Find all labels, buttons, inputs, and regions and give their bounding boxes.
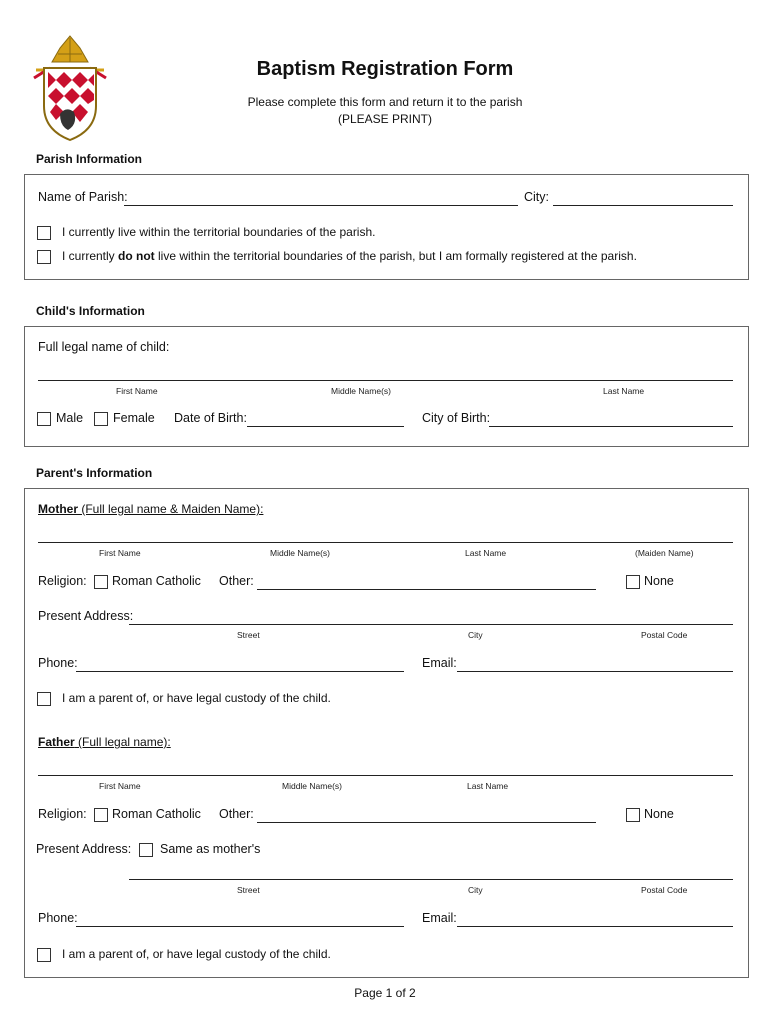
mother-maiden-name-caption: (Maiden Name) — [635, 548, 694, 558]
form-title: Baptism Registration Form — [256, 58, 514, 80]
city-of-birth-label: City of Birth: — [422, 411, 491, 425]
father-religion-label: Religion: — [38, 807, 87, 821]
father-custody-checkbox[interactable] — [37, 948, 51, 962]
same-as-mother-checkbox[interactable] — [139, 843, 153, 857]
form-subtitle: Please complete this form and return it to the parish — [247, 95, 523, 109]
father-other-field[interactable] — [257, 822, 596, 823]
mother-phone-label: Phone: — [38, 656, 78, 670]
father-name-field[interactable] — [38, 775, 733, 776]
live-within-checkbox[interactable] — [37, 226, 51, 240]
father-custody-label: I am a parent of, or have legal custody of the child. — [62, 947, 331, 961]
male-label: Male — [56, 411, 84, 425]
same-as-mother-label: Same as mother's — [160, 842, 261, 856]
not-live-within-label — [62, 249, 637, 263]
father-city-caption: City — [468, 885, 483, 895]
father-roman-catholic-checkbox[interactable] — [94, 808, 108, 822]
father-email-field[interactable] — [457, 926, 733, 927]
mother-email-label: Email: — [422, 656, 457, 670]
father-phone-field[interactable] — [76, 926, 404, 927]
father-address-field[interactable] — [129, 879, 733, 880]
female-checkbox[interactable] — [94, 412, 108, 426]
form-note: (PLEASE PRINT) — [337, 112, 433, 126]
child-first-name-caption: First Name — [116, 386, 158, 396]
section-title-parents: Parent's Information — [36, 466, 153, 480]
parish-name-field[interactable] — [124, 205, 518, 206]
father-postal-caption: Postal Code — [641, 885, 688, 895]
not-live-within-checkbox[interactable] — [37, 250, 51, 264]
father-none-checkbox[interactable] — [626, 808, 640, 822]
father-phone-label: Phone: — [38, 911, 78, 925]
mother-street-caption: Street — [237, 630, 260, 640]
mother-email-field[interactable] — [457, 671, 733, 672]
mother-address-label: Present Address: — [38, 609, 134, 623]
father-first-name-caption: First Name — [99, 781, 141, 791]
mother-heading — [38, 502, 263, 516]
mother-first-name-caption: First Name — [99, 548, 141, 558]
father-roman-catholic-label: Roman Catholic — [112, 807, 201, 821]
father-heading-bold: Father — [38, 735, 75, 749]
mother-address-field[interactable] — [129, 624, 733, 625]
mother-none-checkbox[interactable] — [626, 575, 640, 589]
parents-section-box — [24, 488, 749, 978]
parish-city-field[interactable] — [553, 205, 733, 206]
father-address-label: Present Address: — [36, 842, 132, 856]
mother-name-field[interactable] — [38, 542, 733, 543]
mother-roman-catholic-checkbox[interactable] — [94, 575, 108, 589]
mother-heading-bold: Mother — [38, 502, 78, 516]
mother-last-name-caption: Last Name — [465, 548, 507, 558]
parish-name-label: Name of Parish: — [38, 190, 128, 204]
father-heading — [38, 735, 171, 749]
child-middle-name-caption: Middle Name(s) — [331, 386, 391, 396]
father-street-caption: Street — [237, 885, 260, 895]
father-none-label: None — [644, 807, 674, 821]
mother-roman-catholic-label: Roman Catholic — [112, 574, 201, 588]
mother-religion-label: Religion: — [38, 574, 87, 588]
not-live-prefix: I currently — [62, 249, 119, 263]
section-title-child: Child's Information — [36, 304, 145, 318]
not-live-suffix: live within the territorial boundaries of the parish, but I am formally registered at the parish. — [154, 249, 637, 263]
mother-other-label: Other: — [219, 574, 254, 588]
mother-phone-field[interactable] — [76, 671, 404, 672]
page-number: Page 1 of 2 — [354, 986, 416, 1000]
father-middle-name-caption: Middle Name(s) — [282, 781, 342, 791]
section-title-parish: Parish Information — [36, 152, 143, 166]
father-email-label: Email: — [422, 911, 457, 925]
father-heading-rest: (Full legal name): — [74, 735, 171, 749]
female-label: Female — [113, 411, 155, 425]
mother-postal-caption: Postal Code — [641, 630, 688, 640]
dob-label: Date of Birth: — [174, 411, 247, 425]
mother-custody-label: I am a parent of, or have legal custody of the child. — [62, 691, 331, 705]
city-of-birth-field[interactable] — [489, 426, 733, 427]
father-other-label: Other: — [219, 807, 254, 821]
parish-city-label: City: — [524, 190, 549, 204]
mother-middle-name-caption: Middle Name(s) — [270, 548, 330, 558]
live-within-label: I currently live within the territorial boundaries of the parish. — [62, 225, 376, 239]
child-full-name-field[interactable] — [38, 380, 733, 381]
mother-other-field[interactable] — [257, 589, 596, 590]
father-last-name-caption: Last Name — [467, 781, 509, 791]
mother-heading-rest: (Full legal name & Maiden Name): — [78, 502, 264, 516]
mother-custody-checkbox[interactable] — [37, 692, 51, 706]
child-last-name-caption: Last Name — [603, 386, 645, 396]
child-full-name-label: Full legal name of child: — [38, 340, 170, 354]
mother-none-label: None — [644, 574, 674, 588]
male-checkbox[interactable] — [37, 412, 51, 426]
mother-city-caption: City — [468, 630, 483, 640]
dob-field[interactable] — [247, 426, 404, 427]
not-live-bold: do not — [118, 249, 155, 263]
